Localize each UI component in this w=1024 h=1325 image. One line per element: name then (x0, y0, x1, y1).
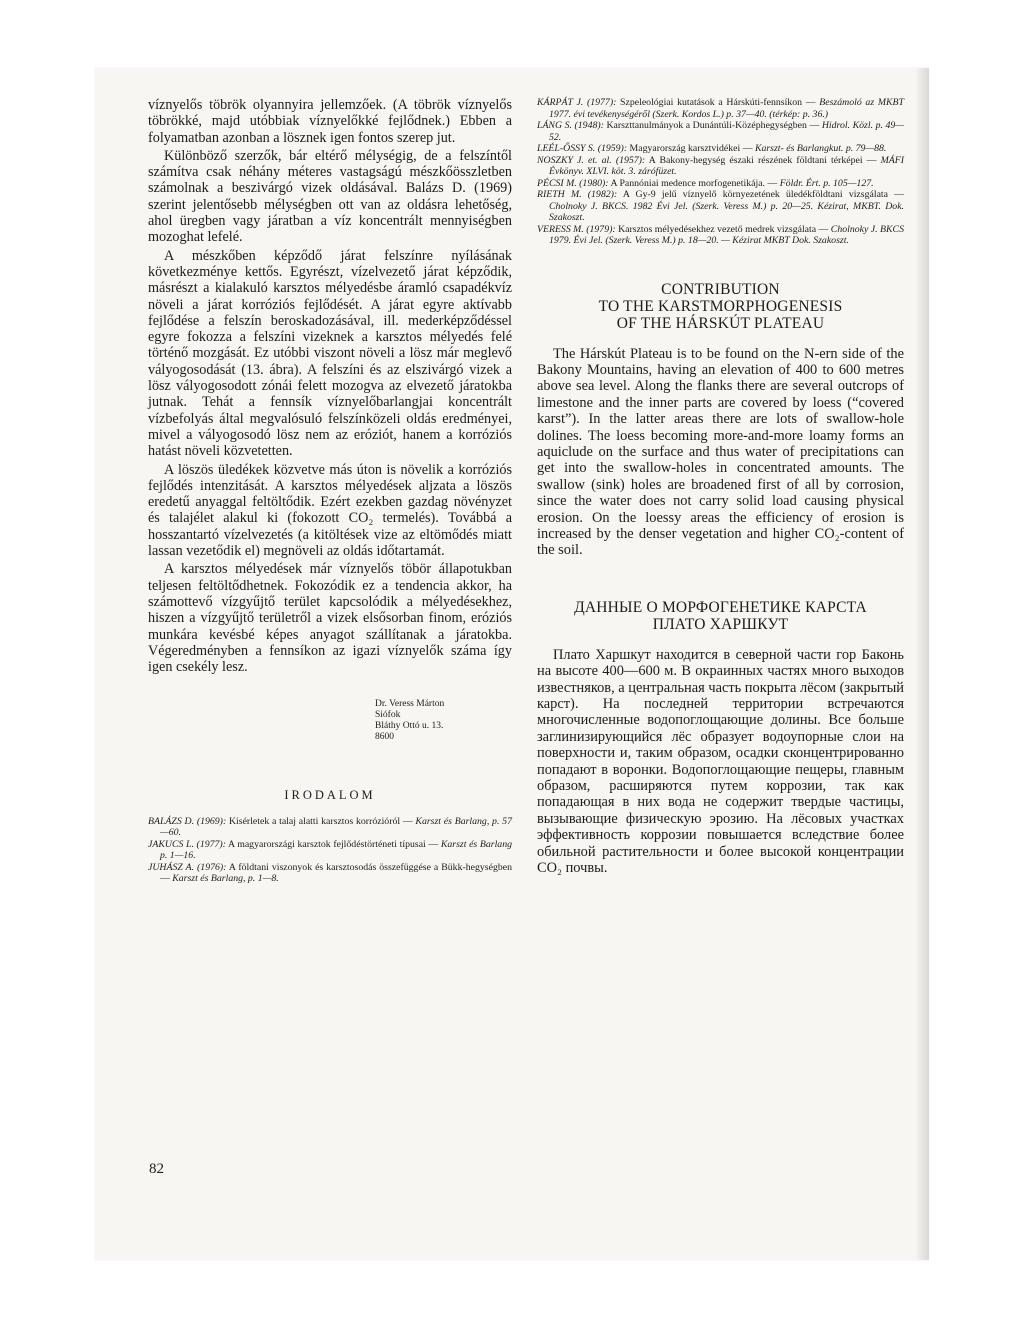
reference-item (148, 839, 512, 862)
english-title-line: OF THE HÁRSKÚT PLATEAU (616, 314, 825, 332)
reference-author: LÁNG S. (1948): (537, 120, 604, 131)
reference-title: Karsztos mélyedésekhez vezető medrek vizsgálata — (615, 223, 831, 235)
reference-author: JUHÁSZ A. (1976): (148, 861, 227, 873)
reference-author: JAKUCS L. (1977): (148, 838, 226, 850)
reference-author: VERESS M. (1979): (537, 223, 616, 235)
reference-item (148, 862, 512, 885)
reference-title: A Bakony-hegység északi részének földtani térképei — (645, 154, 881, 166)
page-number: 82 (149, 1161, 164, 1177)
reference-item (537, 189, 904, 224)
author-address (375, 699, 512, 743)
references-list-left (148, 816, 512, 885)
reference-item (537, 97, 904, 120)
english-title-line: TO THE KARSTMORPHOGENESIS (598, 297, 843, 315)
reference-source: Karszt és Barlang, p. 57—60. (160, 815, 512, 839)
reference-author: RIETH M. (1982): (537, 189, 618, 200)
references-heading: IRODALOM (284, 788, 376, 803)
russian-title-line: ПЛАТО ХАРШКУТ (652, 615, 789, 633)
left-column (148, 97, 512, 885)
reference-source: MÁFI Évkönyv. XLVI. köt. 3. zárófüzet. (549, 154, 904, 177)
reference-source: Beszámoló az MKBT 1977. évi tevékenységéről (Szerk. Kordos L.) p. 37—40. (térkép: p. 36.) (549, 97, 904, 120)
english-title (537, 281, 904, 332)
reference-author: KÁRPÁT J. (1977): (537, 97, 617, 108)
reference-author: LEÉL-ŐSSY S. (1959): (537, 143, 628, 154)
reference-title: A magyarországi karsztok fejlődéstörténeti típusai — (225, 838, 441, 850)
paragraph-2: Különböző szerzők, bár eltérő mélységig, de a felszíntől számítva csak néhány méteres vastagságú mészkőösszletben számolnak a beszivárgó vizek oldásával. Balázs D. (1969) szerint jelentősebb mélységben ott van az oldásra lehetőség, ahol üregben vagy járatban a víz koncentrált mennyiségben mozoghat lefelé. (148, 147, 512, 246)
references-list-right (537, 97, 904, 247)
reference-source: Karszt és Barlang p. 1—16. (160, 838, 512, 862)
right-column (537, 97, 904, 878)
page-edge-shadow (915, 68, 929, 1260)
english-title-line: CONTRIBUTION (661, 280, 780, 298)
paragraph-4: A löszös üledékek közvetve más úton is növelik a korróziós fejlődés intenzitását. A karsztos mélyedések aljzata a löszös eredetű anyaggal feltöltődik. Ezért ezekben gazdag növényzet és talajélet alakul ki (fokozott CO₂ termelés). Továbbá a hosszantartó vízelvezetés (a kitöltések vize az eltömődés miatt lassan vezetődik el) megnöveli az oldás időtartamát. (148, 461, 512, 560)
address-line: Bláthy Ottó u. 13. (375, 721, 444, 732)
reference-source: Hidrol. Közl. p. 49—52. (549, 120, 905, 143)
reference-item (537, 120, 904, 143)
address-line: Dr. Veress Márton (375, 699, 445, 710)
reference-source: Cholnoky J. BKCS. 1982 Évi Jel. (Szerk. Veress M.) p. 20—25. Kézirat, MKBT. Dok. Szakoszt. (549, 200, 904, 223)
reference-item (537, 224, 904, 247)
paragraph-5: A karsztos mélyedések már víznyelős töbör állapotukban teljesen feltöltődhetnek. Fokozódik ez a tendencia akkor, ha számottevő vízgyűjtő terület kapcsolódik a mélyedésekhez, hiszen a vízgyűjtő területről a vizek elsősorban finom, eróziós munkára kevésbé képes anyagot szállítanak a járatokba. Végeredményben a fennsíkon az igazi víznyelők száma így igen csekély lesz. (148, 561, 512, 676)
reference-source: Karszt- és Barlangkut. p. 79—88. (754, 143, 887, 154)
reference-item (148, 816, 512, 839)
reference-source: Karszt és Barlang, p. 1—8. (172, 873, 279, 885)
reference-title: A Pannóniai medence morfogenetikája. — (608, 177, 780, 189)
reference-author: BALÁZS D. (1969): (148, 815, 227, 827)
russian-title-line: ДАННЫЕ О МОРФОГЕНЕТИКЕ КАРСТА (574, 598, 867, 616)
address-line: Siófok (375, 710, 401, 721)
reference-item (537, 143, 904, 155)
address-line: 8600 (375, 732, 394, 743)
reference-source: Földr. Ért. p. 105—127. (779, 177, 874, 189)
reference-author: NOSZKY J. et. al. (1957): (537, 154, 646, 166)
reference-title: Magyarország karsztvidékei — (627, 143, 755, 154)
reference-source: Cholnoky J. BKCS 1979. Évi Jel. (Szerk. Veress M.) p. 18—20. — Kézirat MKBT Dok. Szakoszt. (549, 223, 904, 246)
reference-title: Szpeleológiai kutatások a Hárskúti-fennsíkon — (616, 97, 820, 108)
reference-title: Karszttanulmányok a Dunántúli-Középhegységben — (603, 120, 822, 131)
paragraph-3: A mészkőben képződő járat felszínre nyílásának következménye kettős. Egyrészt, vízelvezető járat képződik, másrészt a kialakuló karsztos mélyedésbe áramló csapadékvíz növeli a járat korróziós fejlődését. A járat egyre aktívabb fejlődése a felszín beroskadozásával, ill. mederképződéssel egyre fokozza a felszíni vizeknek a karsztos mélyedés felé történő mozgását. Ez utóbbi viszont növeli a lösz már meglevő vályogosodását (13. ábra). A felszíni és az elszivárgó vizek a lösz vályogosodott zónái felett mozogva az elvezető járatokba jutnak. Tehát a fennsík víznyelőbarlangjai koncentrált vízbefolyás által megvalósuló felszínközeli oldás eredményei, mivel a vályogosodó lösz nem az eróziót, hanem a korróziós hatást növeli közvetetten. (148, 247, 512, 460)
reference-item (537, 178, 904, 190)
russian-abstract: Плато Харшкут находится в северной части гор Бaконь на высоте 400—600 м. В окраинных частях много выходов известняков, а центральная часть покрыта лёсом (закрытый карст). На последней территории встречаются многочисленные водопоглощающие долины. Все больше заглинизирующийся лёс образует водоупорные слои на поверхности и, таким образом, осадки сконцентрированно попадают в воронки. Водопоглощающие пещеры, главным образом, расширяются путем коррозии, так как попадающая в них вода не содержит твердые частицы, вызывающие физическую эрозию. На лёсовых участках эффективность коррозии повышается вследствие более обильной растительности и более высокой концентрации CO₂ почвы. (537, 646, 904, 877)
paragraph-1: víznyelős töbrök olyannyira jellemzőek. (A töbrök víznyelős töbrökké, majd utóbbiak víznyelőkké fejlődnek.) Ebben a folyamatban azonban a lösznek igen fontos szerep jut. (148, 97, 512, 146)
reference-title: Kísérletek a talaj alatti karsztos korrózióról — (226, 815, 416, 827)
reference-item (537, 155, 904, 178)
english-abstract: The Hárskút Plateau is to be found on the N-ern side of the Bakony Mountains, having an elevation of 400 to 600 metres above sea level. Along the flanks there are several outcrops of limestone and the inner parts are covered by loess (“covered karst”). In the latter areas there are lots of swallow-hole dolines. The loess becoming more-and-more loamy forms an aquiclude on the surface and thus water of precipitations can get into the swallow-holes in concentrated amounts. The swallow (sink) holes are broadened first of all by corrosion, since the water does not carry solid load causing physical erosion. On the loessy areas the efficiency of erosion is increased by the denser vegetation and higher CO₂-content of the soil. (537, 345, 904, 559)
reference-title: A Gy-9 jelű víznyelő környezetének üledékföldtani vizsgálata — (617, 189, 904, 200)
russian-title (537, 599, 904, 633)
reference-title: A földtani viszonyok és karsztosodás összefüggése a Bükk-hegységben — (160, 861, 512, 885)
reference-author: PÉCSI M. (1980): (537, 177, 609, 189)
